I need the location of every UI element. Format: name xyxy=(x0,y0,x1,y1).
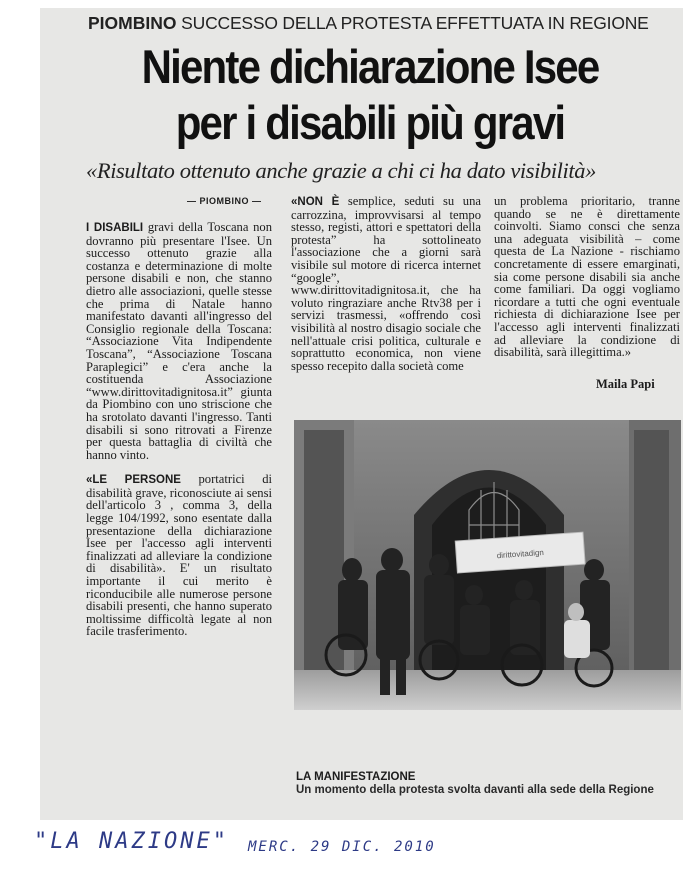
paragraph-4: un problema prioritario, tranne quando se ne è direttamente coinvolti. Siamo consci che senza una adeguata visibilità – come questa de La Nazione - rischiamo concretamente di essere emarginati, sia come persone disabili sia anche come familiari. Da oggi vogliamo ricordare a tutti che ogni eventuale richiesta di dichiarazione Isee per l'accesso agli interventi finalizzati ad alleviare la condizione di disabilità, sarà illegittima.» xyxy=(494,194,680,360)
handwritten-date: MERC. 29 DIC. 2010 xyxy=(248,839,436,855)
article-column-2 xyxy=(291,195,481,372)
lead-in: I DISABILI xyxy=(86,222,144,234)
headline-line-1: Niente dichiarazione Isee xyxy=(141,40,599,94)
body-text: gravi della Toscana non dovranno più presentare l'Isee. Un successo ottenuto grazie alla costanza e determinazione di molte persone disabili e non, che stanno dietro alle associazioni, quelle stesse che prima di Natale hanno manifestato davanti all'ingresso del Consiglio regionale della Toscana: “Associazione Vita Indipendente Toscana”, “Associazione Toscana Paraplegici” e c'era anche la costituenda Associazione “www.dirittovitadignitosa.it” giunta da Piombino con uno striscione che ha srotolato davanti l'ingresso. Tanti disabili si sono ritrovati a Firenze per questa battaglia di civiltà che hanno vinto. xyxy=(86,220,273,462)
subheadline: «Risultato ottenuto anche grazie a chi ci ha dato visibilità» xyxy=(86,158,596,183)
caption-title: LA MANIFESTAZIONE xyxy=(296,771,416,783)
byline: — PIOMBINO — xyxy=(187,196,262,206)
paragraph-3 xyxy=(291,195,481,372)
body-text: portatrici di disabilità grave, riconosciute ai sensi dell'articolo 3 , comma 3, della legge 104/1992, sono esentate dalla presentazione della dichiarazione Isee per l'accesso agli interventi finalizzati ad alleviare la condizione di disabilità». E' un risultato importante il cui merito è riconducibile alle numerose persone disabili presenti, che hanno superato moltissime difficoltà legate al non facile trasferimento. xyxy=(86,472,273,639)
headline-line-2: per i disabili più gravi xyxy=(175,96,565,150)
article-column-1 xyxy=(86,221,272,638)
caption-text: Un momento della protesta svolta davanti alla sede della Regione xyxy=(296,784,654,796)
protest-photo xyxy=(294,420,681,710)
lead-in: «NON È xyxy=(291,196,340,208)
kicker xyxy=(88,13,688,34)
paragraph-2 xyxy=(86,473,272,638)
lead-in: «LE PERSONE xyxy=(86,474,181,487)
handwritten-source: "LA NAZIONE" xyxy=(34,829,229,854)
paragraph-1 xyxy=(86,221,272,461)
body-text: semplice, seduti su una carrozzina, improvvisarsi al tempo stesso, registi, attori e spettatori della protesta” ha sottolineato l'associazione che a giorni sarà visibile sul motore di ricerca internet “google”, www.dirittovitadignitosa.it, che ha voluto ringraziare anche Rtv38 per i servizi trasmessi, «offrendo così visibilità al nostro disagio sociale che nell'attuale crisi politica, culturale e soprattutto economica, non viene spesso recepito dalla società come xyxy=(291,194,481,373)
kicker-place: PIOMBINO xyxy=(88,13,177,33)
kicker-text: SUCCESSO DELLA PROTESTA EFFETTUATA IN REGIONE xyxy=(181,13,649,33)
banner-text: dirittovitadign xyxy=(496,547,545,561)
author-name: Maila Papi xyxy=(596,377,655,391)
article-column-3 xyxy=(494,195,680,359)
